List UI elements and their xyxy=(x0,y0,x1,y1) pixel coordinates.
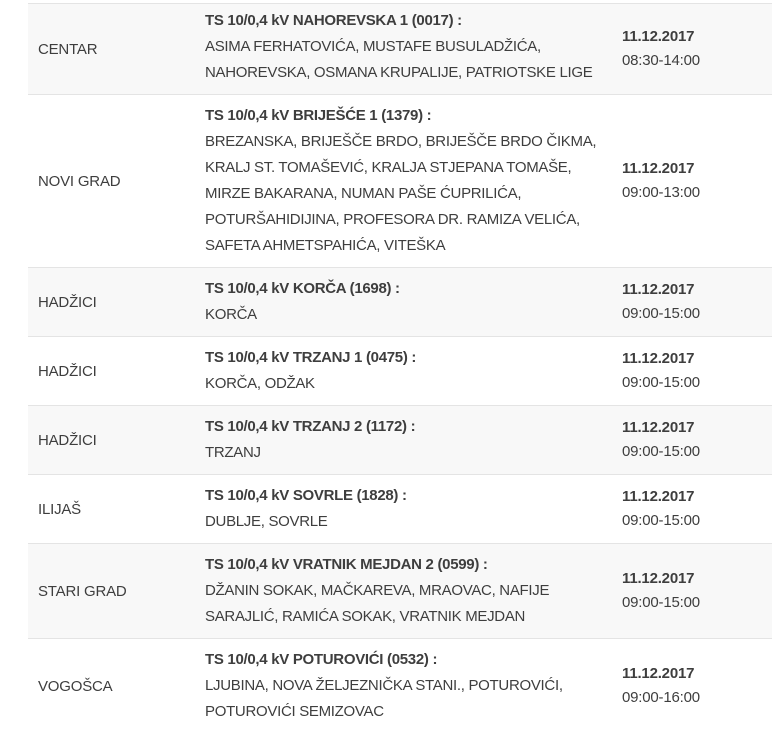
table-row xyxy=(28,267,772,336)
outage-time: 08:30-14:00 xyxy=(622,52,700,69)
street-line: SARAJLIĆ, RAMIĆA SOKAK, VRATNIK MEJDAN xyxy=(205,608,526,625)
outage-time: 09:00-15:00 xyxy=(622,305,700,322)
outage-date: 11.12.2017 xyxy=(622,160,695,177)
details-cell xyxy=(205,639,620,733)
station-title: TS 10/0,4 kV VRATNIK MEJDAN 2 (0599) : xyxy=(205,556,488,573)
table-row xyxy=(28,543,772,638)
street-line: POTUROVIĆI SEMIZOVAC xyxy=(205,703,384,720)
details-cell xyxy=(205,95,620,267)
station-title: TS 10/0,4 kV NAHOREVSKA 1 (0017) : xyxy=(205,12,462,29)
outage-date: 11.12.2017 xyxy=(622,350,695,367)
street-line: NAHOREVSKA, OSMANA KRUPALIJE, PATRIOTSKE LIGE xyxy=(205,64,593,81)
street-line: MIRZE BAKARANA, NUMAN PAŠE ĆUPRILIĆA, xyxy=(205,185,522,202)
street-line: BREZANSKA, BRIJEŠČE BRDO, BRIJEŠČE BRDO ČIKMA, xyxy=(205,133,597,150)
details-cell xyxy=(205,337,620,405)
details-cell xyxy=(205,4,620,94)
municipality-cell xyxy=(28,406,205,474)
street-line: DŽANIN SOKAK, MAČKAREVA, MRAOVAC, NAFIJE xyxy=(205,582,550,599)
outage-date: 11.12.2017 xyxy=(622,665,695,682)
municipality-cell xyxy=(28,475,205,543)
street-line: SAFETA AHMETSPAHIĆA, VITEŠKA xyxy=(205,237,446,254)
municipality-label: VOGOŠCA xyxy=(38,677,113,695)
municipality-label: CENTAR xyxy=(38,40,98,58)
table-row xyxy=(28,94,772,267)
details-cell xyxy=(205,544,620,638)
schedule-cell xyxy=(620,639,772,733)
station-title: TS 10/0,4 kV TRZANJ 2 (1172) : xyxy=(205,418,416,435)
outage-time: 09:00-13:00 xyxy=(622,184,700,201)
street-line: KRALJ ST. TOMAŠEVIĆ, KRALJA STJEPANA TOMAŠE, xyxy=(205,159,572,176)
station-title: TS 10/0,4 kV SOVRLE (1828) : xyxy=(205,487,407,504)
station-title: TS 10/0,4 kV TRZANJ 1 (0475) : xyxy=(205,349,417,366)
municipality-cell xyxy=(28,639,205,733)
outage-time: 09:00-15:00 xyxy=(622,512,700,529)
schedule-cell xyxy=(620,544,772,638)
municipality-cell xyxy=(28,4,205,94)
outage-date: 11.12.2017 xyxy=(622,281,695,298)
street-line: TRZANJ xyxy=(205,444,261,461)
details-cell xyxy=(205,268,620,336)
station-title: TS 10/0,4 kV KORČA (1698) : xyxy=(205,280,400,297)
municipality-label: NOVI GRAD xyxy=(38,172,121,190)
municipality-label: STARI GRAD xyxy=(38,582,127,600)
municipality-label: HADŽICI xyxy=(38,293,97,311)
street-line: POTURŠAHIDIJINA, PROFESORA DR. RAMIZA VELIĆA, xyxy=(205,211,580,228)
outage-date: 11.12.2017 xyxy=(622,570,695,587)
details-cell xyxy=(205,406,620,474)
schedule-cell xyxy=(620,4,772,94)
outage-time: 09:00-15:00 xyxy=(622,374,700,391)
outage-time: 09:00-16:00 xyxy=(622,689,700,706)
outage-time: 09:00-15:00 xyxy=(622,594,700,611)
outage-date: 11.12.2017 xyxy=(622,419,695,436)
table-row xyxy=(28,336,772,405)
outage-schedule-table xyxy=(28,3,772,733)
schedule-cell xyxy=(620,337,772,405)
municipality-label: HADŽICI xyxy=(38,431,97,449)
schedule-cell xyxy=(620,95,772,267)
street-line: KORČA, ODŽAK xyxy=(205,375,315,392)
station-title: TS 10/0,4 kV BRIJEŠĆE 1 (1379) : xyxy=(205,107,432,124)
outage-date: 11.12.2017 xyxy=(622,28,695,45)
schedule-cell xyxy=(620,406,772,474)
municipality-cell xyxy=(28,268,205,336)
municipality-label: ILIJAŠ xyxy=(38,500,81,518)
municipality-cell xyxy=(28,544,205,638)
table-row xyxy=(28,474,772,543)
outage-date: 11.12.2017 xyxy=(622,488,695,505)
schedule-cell xyxy=(620,475,772,543)
details-cell xyxy=(205,475,620,543)
table-row xyxy=(28,3,772,94)
table-row xyxy=(28,405,772,474)
street-line: ASIMA FERHATOVIĆA, MUSTAFE BUSULADŽIĆA, xyxy=(205,38,541,55)
street-line: DUBLJE, SOVRLE xyxy=(205,513,328,530)
municipality-cell xyxy=(28,95,205,267)
street-line: KORČA xyxy=(205,306,257,323)
municipality-cell xyxy=(28,337,205,405)
schedule-cell xyxy=(620,268,772,336)
station-title: TS 10/0,4 kV POTUROVIĆI (0532) : xyxy=(205,651,438,668)
table-row xyxy=(28,638,772,733)
municipality-label: HADŽICI xyxy=(38,362,97,380)
street-line: LJUBINA, NOVA ŽELJEZNIČKA STANI., POTUROVIĆI, xyxy=(205,677,563,694)
outage-time: 09:00-15:00 xyxy=(622,443,700,460)
